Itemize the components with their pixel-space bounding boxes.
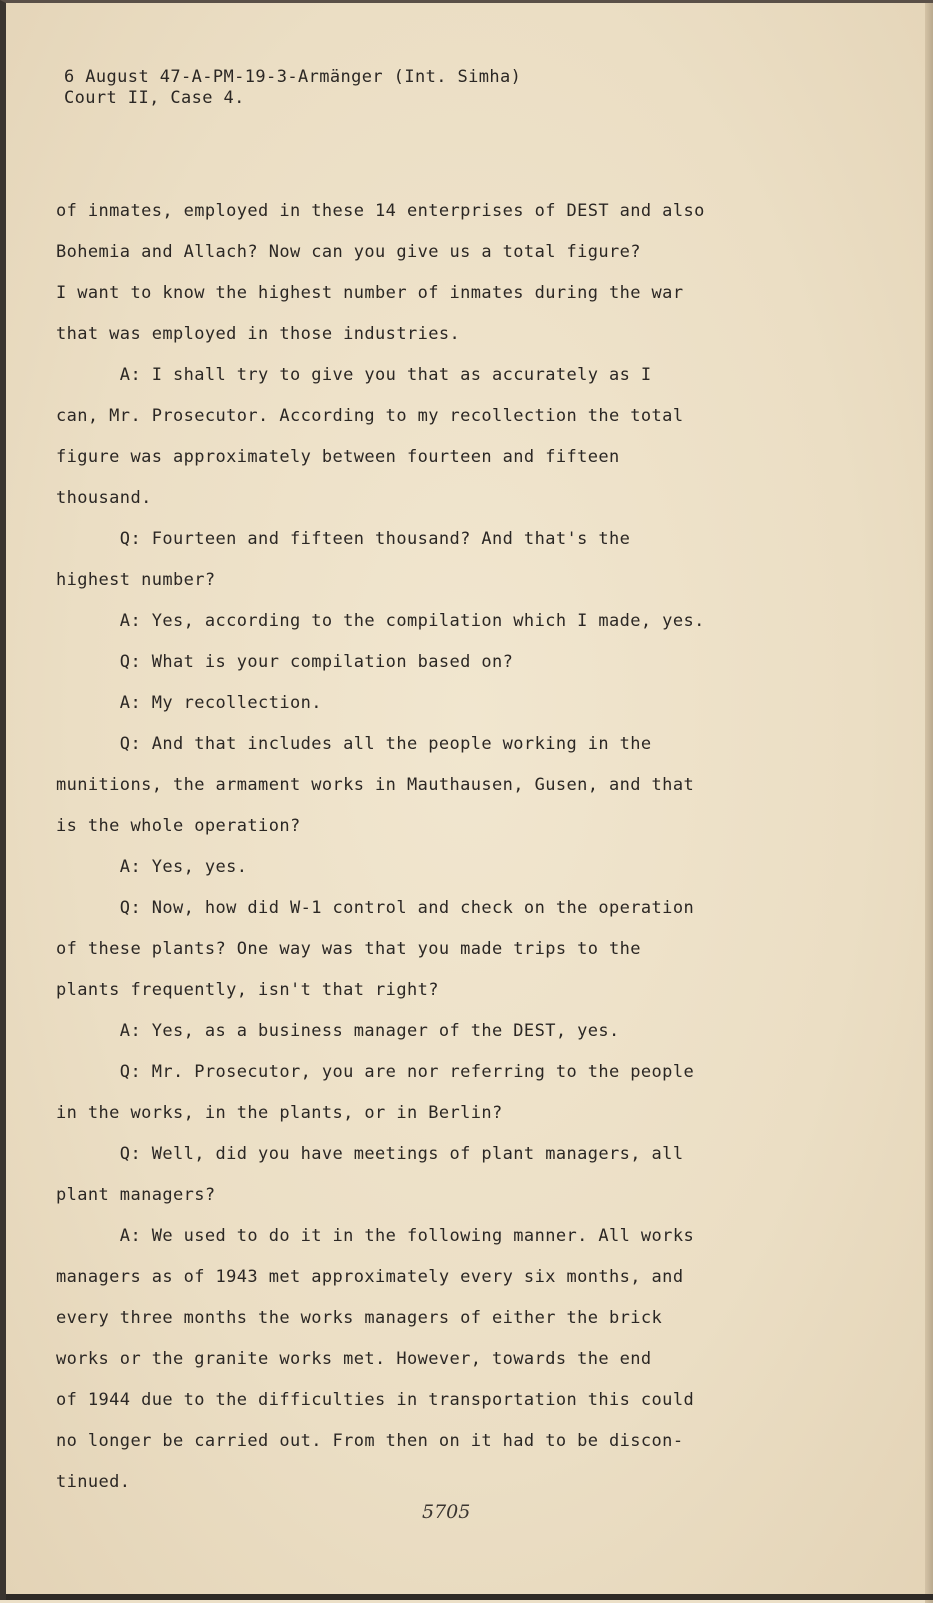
transcript-line: A: My recollection. (56, 693, 322, 713)
transcript-line: I want to know the highest number of inmates during the war (56, 283, 684, 303)
transcript-line: figure was approximately between fourteen and fifteen (56, 447, 620, 467)
transcript-line: of 1944 due to the difficulties in transportation this could (56, 1390, 695, 1410)
transcript-line: in the works, in the plants, or in Berlin? (56, 1103, 503, 1123)
transcript-line: tinued. (56, 1472, 131, 1492)
transcript-line: A: I shall try to give you that as accurately as I (56, 365, 652, 385)
document-header (64, 67, 521, 109)
transcript-line: plants frequently, isn't that right? (56, 980, 439, 1000)
page-edge-shadow (925, 3, 933, 1603)
transcript-line: plant managers? (56, 1185, 216, 1205)
transcript-line: every three months the works managers of either the brick (56, 1308, 663, 1328)
transcript-line: is the whole operation? (56, 816, 301, 836)
page-number: 5705 (422, 1501, 471, 1523)
transcript-line: of these plants? One way was that you made trips to the (56, 939, 641, 959)
header-line-2: Court II, Case 4. (64, 88, 245, 108)
transcript-line: managers as of 1943 met approximately every six months, and (56, 1267, 684, 1287)
transcript-line: munitions, the armament works in Mauthausen, Gusen, and that (56, 775, 695, 795)
transcript-line: Q: Mr. Prosecutor, you are nor referring to the people (56, 1062, 695, 1082)
transcript-line: A: We used to do it in the following manner. All works (56, 1226, 695, 1246)
transcript-line: Q: What is your compilation based on? (56, 652, 514, 672)
transcript-line: Bohemia and Allach? Now can you give us a total figure? (56, 242, 641, 262)
transcript-line: thousand. (56, 488, 152, 508)
header-line-1: 6 August 47-A-PM-19-3-Armänger (Int. Simha) (64, 67, 522, 87)
page-bottom-border (6, 1594, 933, 1600)
transcript-line: Q: And that includes all the people working in the (56, 734, 652, 754)
transcript-line: no longer be carried out. From then on it had to be discon- (56, 1431, 684, 1451)
transcript-line: A: Yes, according to the compilation which I made, yes. (56, 611, 705, 631)
transcript-line: can, Mr. Prosecutor. According to my recollection the total (56, 406, 684, 426)
transcript-line: A: Yes, yes. (56, 857, 248, 877)
transcript-line: Q: Well, did you have meetings of plant managers, all (56, 1144, 684, 1164)
transcript-line: works or the granite works met. However, towards the end (56, 1349, 652, 1369)
transcript-line: Q: Fourteen and fifteen thousand? And that's the (56, 529, 631, 549)
transcript-line: that was employed in those industries. (56, 324, 461, 344)
transcript-line: highest number? (56, 570, 216, 590)
transcript-body (56, 191, 705, 1503)
transcript-line: A: Yes, as a business manager of the DEST, yes. (56, 1021, 620, 1041)
transcript-line: Q: Now, how did W-1 control and check on the operation (56, 898, 695, 918)
transcript-line: of inmates, employed in these 14 enterprises of DEST and also (56, 201, 705, 221)
